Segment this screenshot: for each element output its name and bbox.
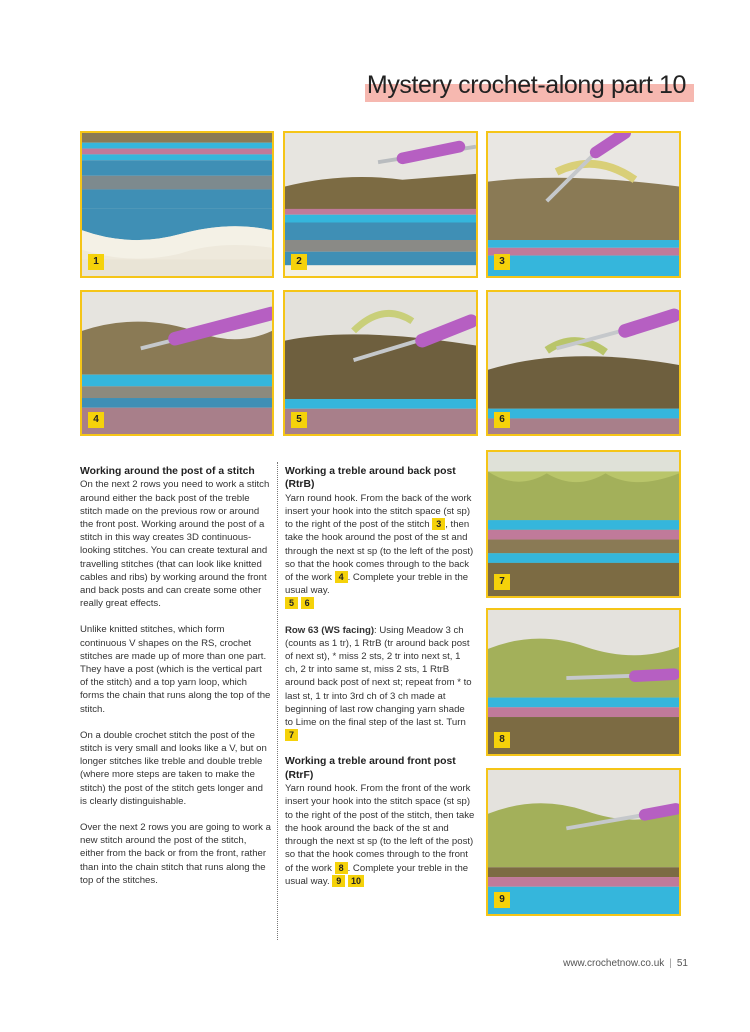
photo-6 (486, 290, 681, 436)
column-divider (277, 462, 278, 940)
photo-4-label: 4 (88, 412, 104, 428)
photo-2-label: 2 (291, 254, 307, 270)
photo-ref-4: 4 (335, 571, 348, 583)
photo-6-label: 6 (494, 412, 510, 428)
row-63-label: Row 63 (WS facing) (285, 624, 375, 636)
column-2 (285, 465, 475, 901)
photo-7-image (488, 452, 679, 596)
photo-2 (283, 131, 478, 278)
photo-4-image (82, 292, 272, 434)
col1-paragraph-2: Unlike knitted stitches, which form continuous V shapes on the RS, crochet stitches are made up of more than one part. They have a post (which is the vertical part of the stitch) and a top yarn loop, which forms the chain that runs along the top of the stitch. (80, 624, 271, 715)
photo-ref-8: 8 (335, 862, 348, 874)
column-1 (80, 465, 272, 900)
photo-1 (80, 131, 274, 278)
heading-rtrb: Working a treble around back post (RtrB) (285, 466, 456, 491)
photo-2-image (285, 133, 476, 276)
photo-ref-5: 5 (285, 597, 298, 609)
heading-rtrf: Working a treble around front post (RtrF) (285, 756, 456, 781)
col1-paragraph-3: On a double crochet stitch the post of the stitch is very small and looks like a V, but on longer stitches like treble and double treble (where more steps are taken to make the stitch) the post of the stitch gets longer and is clearly distinguishable. (80, 729, 267, 807)
page-title: Mystery crochet-along part 10 (366, 71, 686, 99)
page-title-wrap (365, 68, 688, 102)
photo-6-image (488, 292, 679, 434)
photo-ref-10: 10 (348, 875, 364, 887)
footer-separator: | (669, 958, 672, 969)
row-63-text: : Using Meadow 3 ch (counts as 1 tr), 1 RtrB (tr around back post of next st), * miss 2 sts, 2 tr into next st, 1 ch, 2 tr into same st, miss 2 sts, 1 RtrB around back post of next st; repeat from * to last st, 1 tr into 3rd ch of 3 ch made at beginning of last row changing yarn shade to Lime on the final step of the last st. Turn (285, 624, 472, 729)
rtrb-text-2: , then take the hook around the post of the st and through the next st sp (to the left of the post) so that the hook comes through to the back of the work (285, 519, 474, 584)
photo-5 (283, 290, 478, 436)
photo-ref-7: 7 (285, 729, 298, 741)
rtrf-instructions (285, 782, 475, 888)
photo-7-label: 7 (494, 574, 510, 590)
photo-9-label: 9 (494, 892, 510, 908)
photo-5-image (285, 292, 476, 434)
photo-1-label: 1 (88, 254, 104, 270)
footer-url[interactable]: www.crochetnow.co.uk (563, 958, 665, 969)
photo-5-label: 5 (291, 412, 307, 428)
photo-4 (80, 290, 274, 436)
photo-8-image (488, 610, 679, 754)
photo-3 (486, 131, 681, 278)
photo-3-label: 3 (494, 254, 510, 270)
photo-ref-6: 6 (301, 597, 314, 609)
rtrf-text-2: . Complete your treble in the usual way. (285, 862, 469, 887)
row-63-instructions (285, 624, 475, 743)
page-footer (563, 958, 688, 969)
photo-ref-3: 3 (432, 518, 445, 530)
page-number: 51 (676, 958, 688, 969)
rtrf-text-1: Yarn round hook. From the front of the work insert your hook into the stitch space (st sp) to the right of the post of the stitch, then take the hook around the back of the st and through the next st sp (to the left of the post) so that the hook comes through to the front of the work (285, 783, 475, 874)
col1-paragraph-4: Over the next 2 rows you are going to work a new stitch around the post of the stitch, either from the back or from the front, rather than into the chain stitch that runs along the top of the stitches. (80, 822, 271, 886)
photo-9 (486, 768, 681, 916)
photo-8 (486, 608, 681, 756)
photo-3-image (488, 133, 679, 276)
rtrb-text-3: . Complete your treble in the usual way. (285, 572, 469, 597)
photo-1-image (82, 133, 272, 276)
col1-paragraph-1: On the next 2 rows you need to work a stitch around either the back post of the treble stitch made on the previous row or around the front post. Working around the post of a stitch in this way creates 3D continuous-looking stitches. You can create textural and travelling stitches (that can look like knitted cables and ribs) by working around the front and back posts and can create some other really great effects. (80, 479, 270, 610)
rtrb-text-1: Yarn round hook. From the back of the work insert your hook into the stitch space (st sp) to the right of the post of the stitch (285, 492, 472, 531)
rtrb-instructions (285, 492, 475, 611)
photo-7 (486, 450, 681, 598)
photo-8-label: 8 (494, 732, 510, 748)
heading-working-around-post: Working around the post of a stitch (80, 466, 255, 477)
photo-ref-9: 9 (332, 875, 345, 887)
photo-9-image (488, 770, 679, 914)
